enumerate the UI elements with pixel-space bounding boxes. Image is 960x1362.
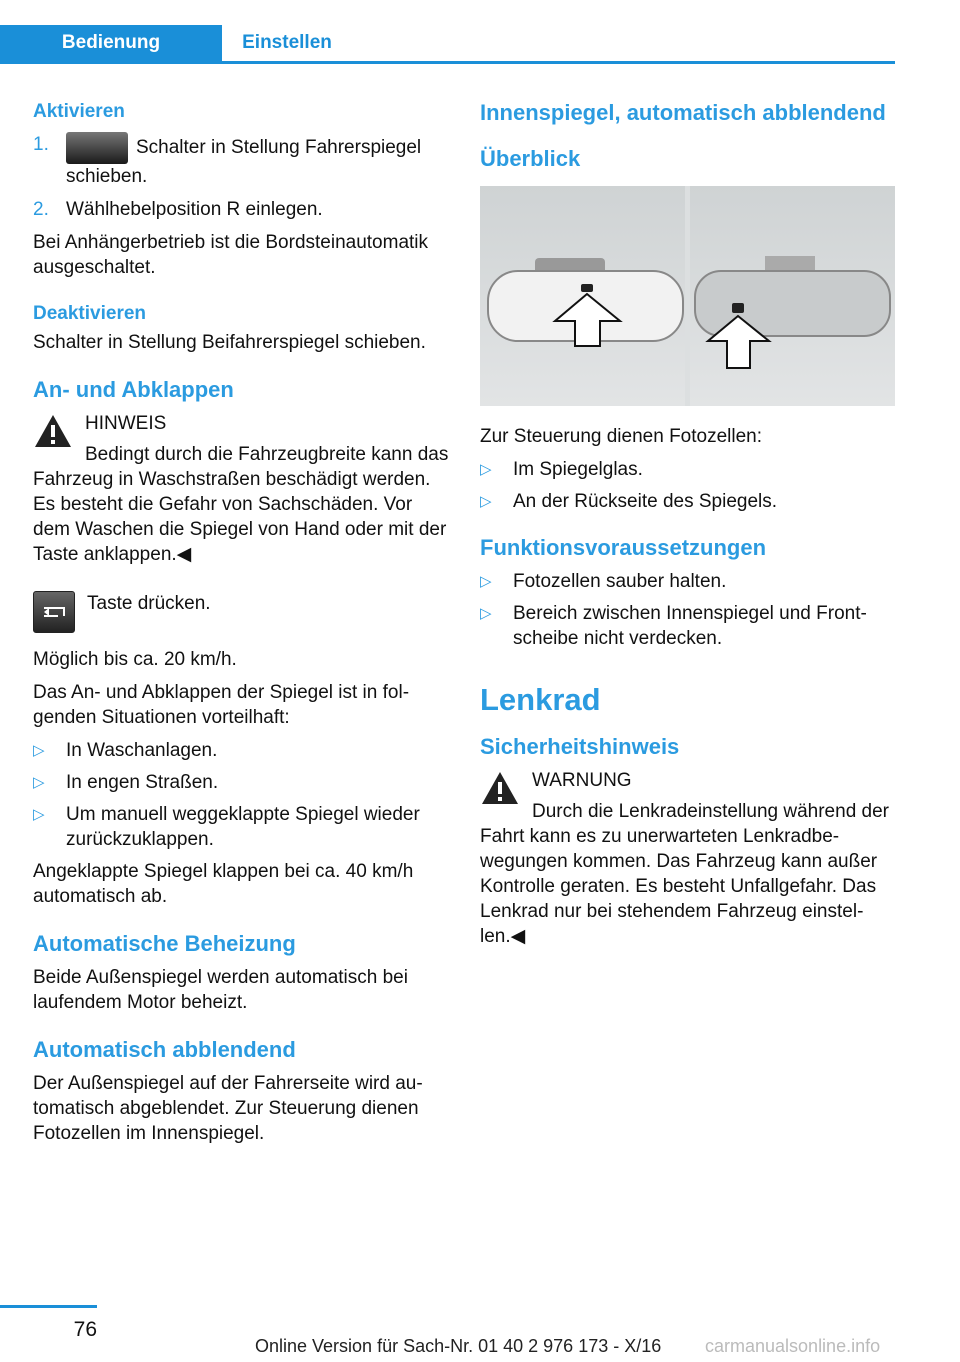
beheizung-heading: Automatische Beheizung — [33, 931, 296, 956]
list-item — [33, 770, 453, 795]
left-column — [33, 100, 453, 1154]
footer-version: Online Version für Sach-Nr. 01 40 2 976 173 - X/16 — [255, 1336, 662, 1356]
warning-triangle-icon — [33, 413, 73, 449]
list-item-text: Im Spiegelglas. — [513, 459, 643, 480]
footer-line — [0, 1305, 97, 1308]
funktion-heading: Funktionsvoraussetzungen — [480, 535, 767, 560]
anklappen-heading: An- und Abklappen — [33, 377, 234, 402]
paragraph-moeglich: Möglich bis ca. 20 km/h. — [33, 649, 237, 670]
list-item-text: Um manuell weggeklappte Spiegel wieder zurückzuklappen. — [66, 804, 420, 850]
hinweis-box — [33, 411, 453, 567]
step-number: 1. — [33, 134, 49, 155]
list-item — [480, 489, 900, 514]
list-item-text: An der Rückseite des Spiegels. — [513, 491, 778, 512]
step-1 — [33, 132, 453, 189]
step-number: 2. — [33, 199, 49, 220]
taste-text: Taste drücken. — [87, 593, 211, 614]
mirror-photo — [480, 186, 895, 406]
taste-row — [33, 591, 453, 637]
header-tabs — [0, 25, 895, 64]
paragraph-deaktivieren: Schalter in Stellung Beifahrerspiegel schieben. — [33, 332, 426, 353]
innenspiegel-heading: Innenspiegel, automatisch abblendend — [480, 100, 886, 125]
paragraph-situationen: Das An- und Abklappen der Spiegel ist in folgenden Situationen vorteilhaft: — [33, 682, 410, 728]
paragraph-anhaenger: Bei Anhängerbetrieb ist die Bordsteinautomatik ausgeschaltet. — [33, 232, 429, 278]
deaktivieren-heading: Deaktivieren — [33, 303, 147, 324]
warning-triangle-icon — [480, 770, 520, 806]
list-item — [480, 569, 900, 594]
list-item-text: In Waschanlagen. — [66, 740, 218, 761]
abblend-heading: Automatisch abblendend — [33, 1037, 296, 1062]
paragraph-beheizung: Beide Außenspiegel werden automatisch bei laufendem Motor beheizt. — [33, 967, 408, 1013]
step-text: Wählhebelposition R einlegen. — [66, 199, 323, 220]
step-text: Schalter in Stellung Fahrerspiegel schieben. — [66, 137, 422, 187]
page-number: 76 — [73, 1318, 97, 1341]
aktivieren-heading: Aktivieren — [33, 101, 125, 122]
warnung-box — [480, 768, 900, 949]
mirror-fold-button-icon — [33, 591, 75, 633]
warnung-label: WARNUNG — [532, 770, 632, 791]
list-item — [480, 457, 900, 482]
paragraph-angeklappt: Angeklappte Spiegel klappen bei ca. 40 km/h automatisch ab. — [33, 861, 414, 907]
list-item-text: Bereich zwischen Innenspiegel und Frontscheibe nicht verdecken. — [513, 603, 867, 649]
list-item — [33, 738, 453, 763]
triangle-right-icon: ▷ — [33, 806, 45, 823]
triangle-right-icon: ▷ — [480, 605, 492, 622]
triangle-right-icon: ▷ — [480, 493, 492, 510]
mirror-switch-image — [66, 132, 128, 164]
hinweis-text: Bedingt durch die Fahrzeugbreite kann das Fahrzeug in Waschstraßen beschädigt werden. Es besteht die Gefahr von Sachschäden. Vor dem Waschen die Spiegel von Hand oder mit der Taste anklappen.◀ — [33, 444, 449, 565]
paragraph-steuerung: Zur Steuerung dienen Fotozellen: — [480, 426, 763, 447]
ueberblick-heading: Überblick — [480, 146, 581, 171]
triangle-right-icon: ▷ — [33, 774, 45, 791]
triangle-right-icon: ▷ — [33, 742, 45, 759]
warnung-text: Durch die Lenkradeinstellung während der Fahrt kann es zu unerwarteten Lenkradbewegungen kommen. Das Fahrzeug kann außer Kontrolle geraten. Es besteht Unfallgefahr. Das Lenkrad nur bei stehendem Fahrzeug einstellen.◀ — [480, 801, 890, 947]
list-item — [480, 601, 900, 651]
list-item-text: Fotozellen sauber halten. — [513, 571, 727, 592]
lenkrad-heading: Lenkrad — [480, 682, 601, 717]
watermark: carmanualsonline.info — [705, 1336, 881, 1356]
hinweis-label: HINWEIS — [85, 413, 167, 434]
tab-einstellen[interactable]: Einstellen — [242, 32, 332, 53]
triangle-right-icon: ▷ — [480, 573, 492, 590]
list-item-text: In engen Straßen. — [66, 772, 219, 793]
right-column — [480, 100, 900, 959]
triangle-right-icon: ▷ — [480, 461, 492, 478]
list-item — [33, 802, 453, 852]
paragraph-abblend: Der Außenspiegel auf der Fahrerseite wird automatisch abgeblendet. Zur Steuerung dienen Fotozellen im Innenspiegel. — [33, 1073, 423, 1144]
step-2 — [33, 197, 453, 222]
sicherheit-heading: Sicherheitshinweis — [480, 734, 680, 759]
tab-bedienung[interactable]: Bedienung — [0, 25, 222, 61]
